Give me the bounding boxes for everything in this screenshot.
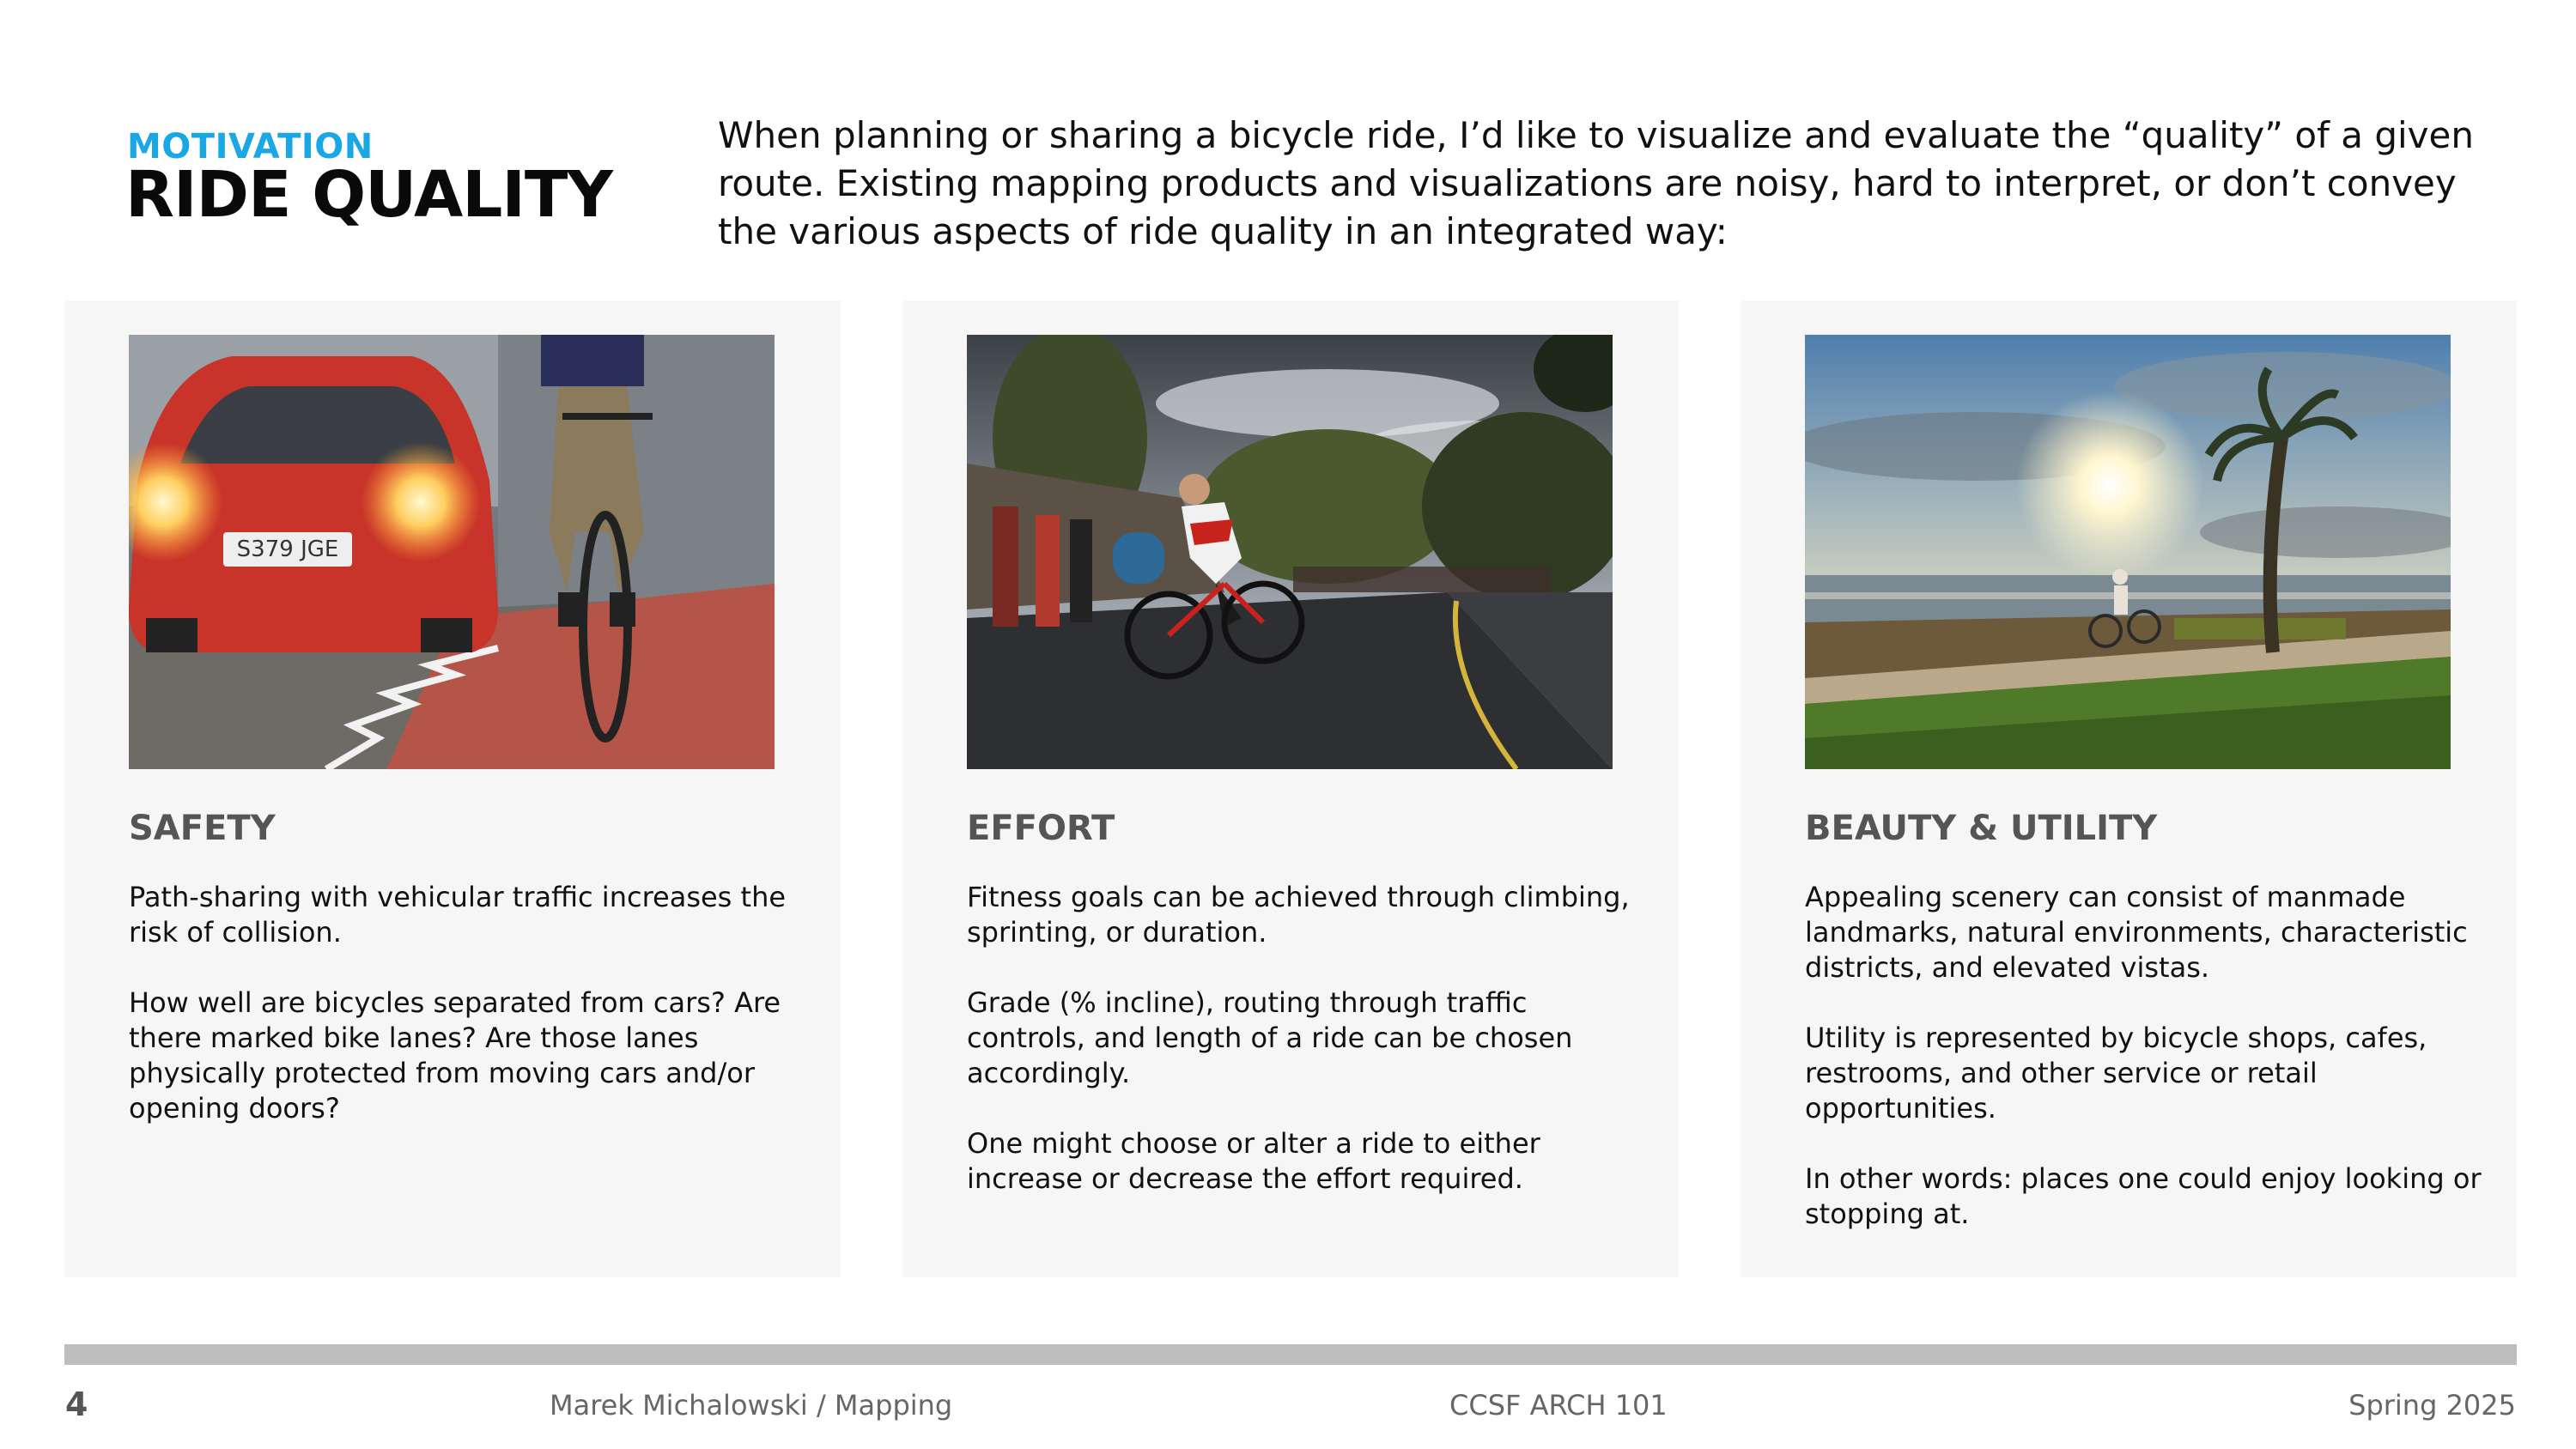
card-effort [902,300,1679,1277]
footer-author: Marek Michalowski / Mapping [550,1389,953,1422]
card-body [129,880,807,1161]
footer-term: Spring 2025 [2348,1389,2516,1422]
card-paragraph: Utility is represented by bicycle shops, cafes, restrooms, and other service or retail opportunities. [1805,1022,2427,1125]
card-paragraph: Path-sharing with vehicular traffic increases the risk of collision. [129,881,787,949]
card-paragraph: In other words: places one could enjoy looking or stopping at. [1805,1162,2482,1230]
page-number: 4 [65,1385,88,1423]
intro-text: When planning or sharing a bicycle ride, I’d like to visualize and evaluate the “quality” of a given route. Existing mapping products and visualizations are noisy, hard to interpret, or don’t convey the various aspects of ride quality in an integrated way: [718,114,2474,252]
header-kicker: MOTIVATION [127,127,374,167]
card-paragraph: Fitness goals can be achieved through climbing, sprinting, or duration. [967,881,1630,949]
footer-divider [64,1344,2517,1365]
card-paragraph: One might choose or alter a ride to either increase or decrease the effort required. [967,1127,1540,1195]
footer-course: CCSF ARCH 101 [1449,1389,1668,1422]
card-safety [64,300,841,1277]
page-title: RIDE QUALITY [125,158,612,232]
card-heading: SAFETY [129,809,276,848]
card-beauty-utility [1741,300,2517,1277]
card-heading: BEAUTY & UTILITY [1805,809,2158,848]
seaside-path-photo [1805,335,2451,769]
card-paragraph: How well are bicycles separated from cars? Are there marked bike lanes? Are those lanes physically protected from moving cars and/or opening doors? [129,986,781,1125]
card-paragraph: Appealing scenery can consist of manmade landmarks, natural environments, characteristic districts, and elevated vistas. [1805,881,2468,984]
card-body [967,880,1645,1232]
card-heading: EFFORT [967,809,1115,848]
card-paragraph: Grade (% incline), routing through traffic controls, and length of a ride can be chosen accordingly. [967,986,1573,1089]
license-plate: S379 JGE [236,537,339,562]
cyclist-car-photo [129,335,775,769]
card-body [1805,880,2483,1267]
cyclist-climb-photo [967,335,1613,769]
